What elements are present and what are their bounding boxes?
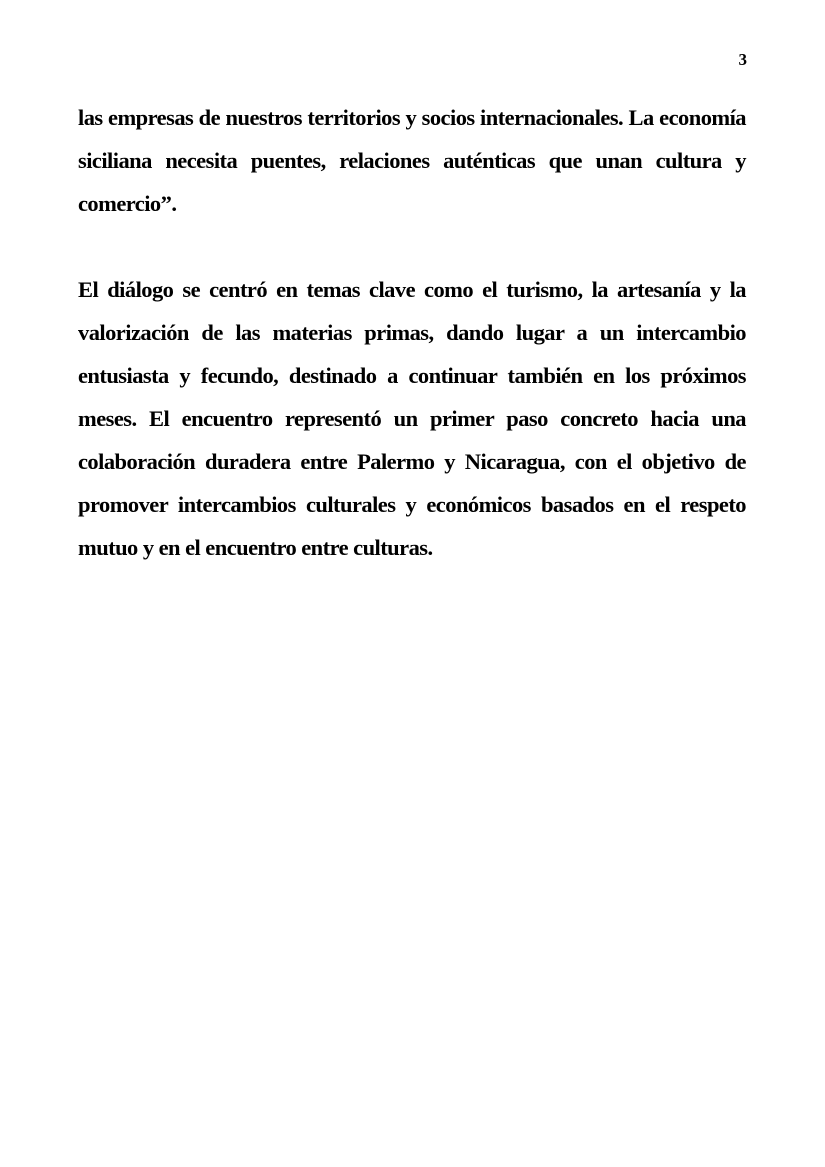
paragraph-dialogue-summary: El diálogo se centró en temas clave como el turismo, la artesanía y la valorización de las materias primas, dando lugar a un intercambio entusiasta y fecundo, destinado a continuar también en los próximos meses. El encuentro representó un primer paso concreto hacia una colaboración duradera entre Palermo y Nicaragua, con el objetivo de promover intercambios culturales y económicos basados en el respeto mutuo y en el encuentro entre culturas. [78, 277, 746, 560]
paragraph-quote-continuation: las empresas de nuestros territorios y socios internacionales. La economía siciliana necesita puentes, relaciones auténticas que unan cultura y comercio”. [78, 105, 746, 216]
page-number: 3 [738, 50, 747, 69]
document-body [78, 96, 746, 569]
